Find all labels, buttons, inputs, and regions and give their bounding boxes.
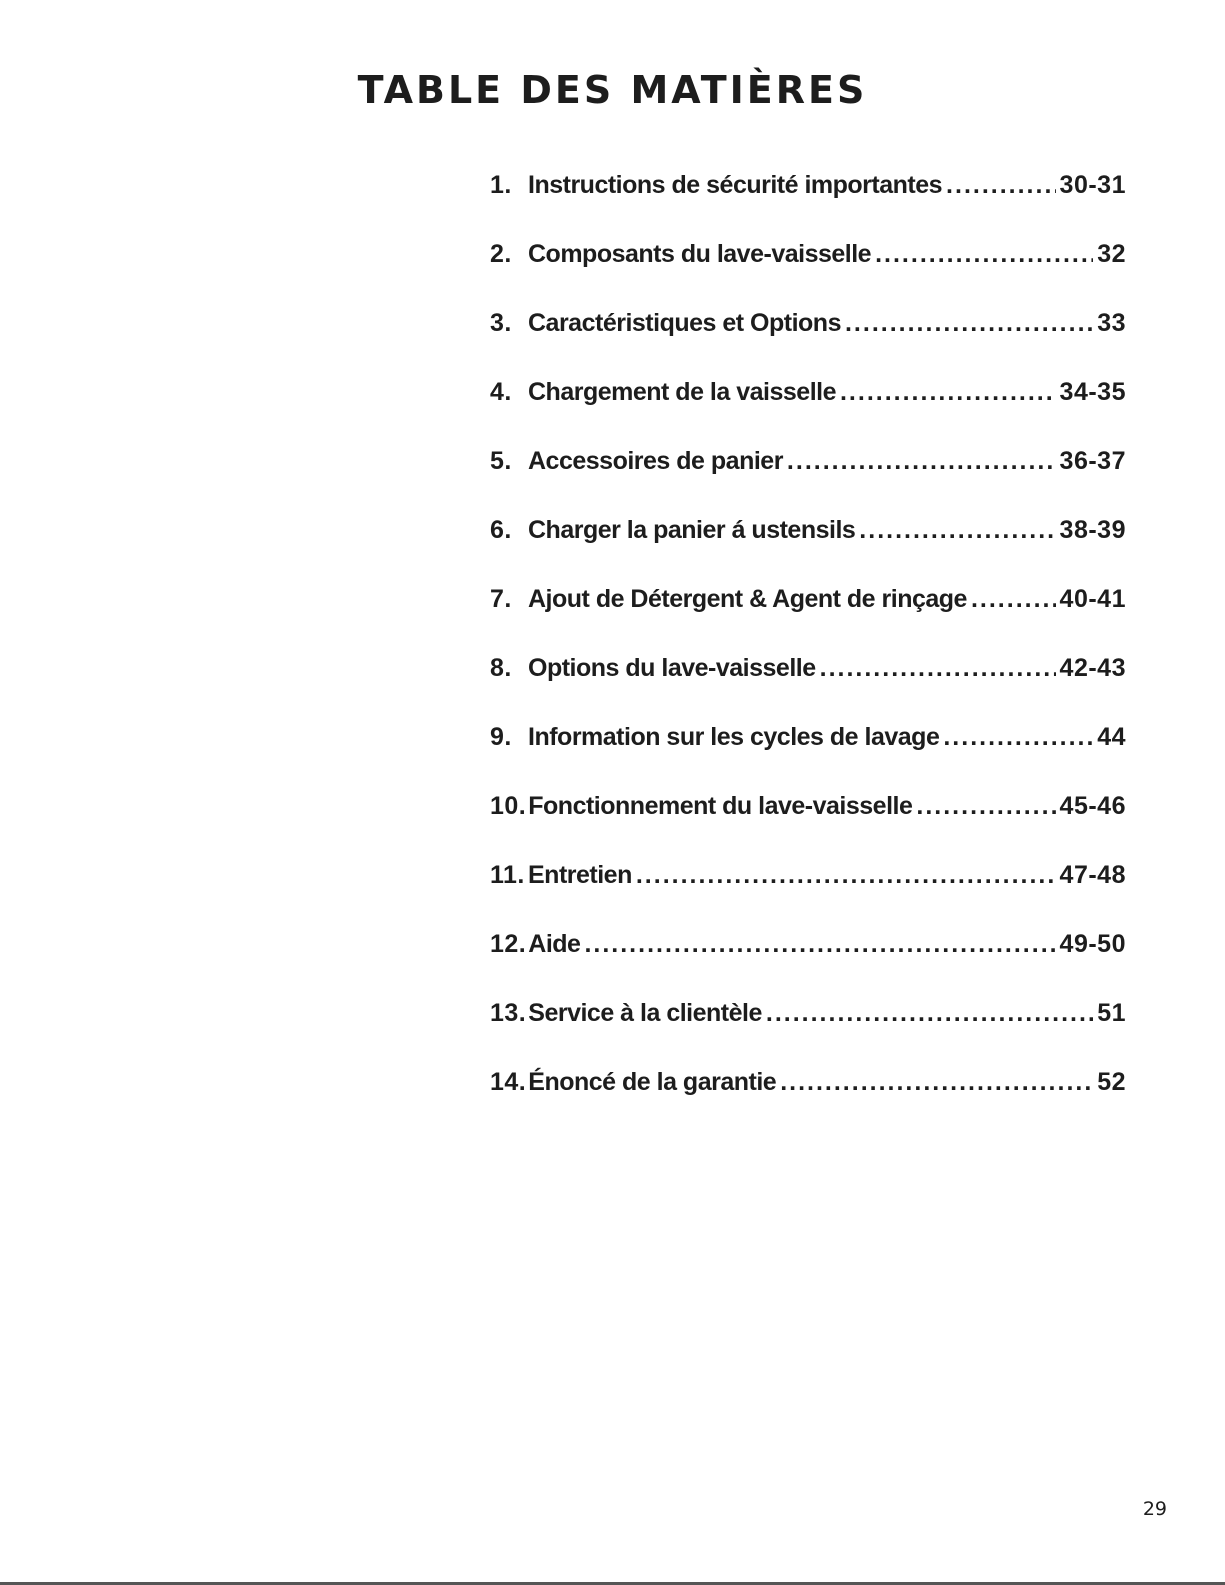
toc-entry-label: Information sur les cycles de lavage	[528, 723, 940, 751]
toc-dot-leader	[971, 582, 1056, 616]
toc-entry-number: 2.	[490, 240, 512, 268]
toc-dot-leader	[820, 651, 1056, 685]
toc-dot-leader	[780, 1065, 1093, 1099]
toc-entry-label: Composants du lave-vaisselle	[528, 240, 872, 268]
toc-entry[interactable]	[490, 375, 1126, 444]
toc-entry-number: 11.	[490, 861, 525, 889]
toc-entry-label: Service à la clientèle	[528, 999, 762, 1027]
toc-dot-leader	[840, 375, 1056, 409]
toc-dot-leader	[943, 720, 1093, 754]
toc-dot-leader	[787, 444, 1056, 478]
table-of-contents	[490, 168, 1126, 1134]
toc-entry-number: 13.	[490, 999, 527, 1027]
toc-entry[interactable]	[490, 306, 1126, 375]
toc-entry-label: Fonctionnement du lave-vaisselle	[528, 792, 913, 820]
toc-entry-number: 10.	[490, 792, 527, 820]
toc-entry[interactable]	[490, 720, 1126, 789]
toc-dot-leader	[859, 513, 1055, 547]
toc-entry[interactable]	[490, 1065, 1126, 1134]
toc-entry[interactable]	[490, 168, 1126, 237]
toc-entry-number: 7.	[490, 585, 512, 613]
toc-dot-leader	[875, 237, 1093, 271]
toc-entry[interactable]	[490, 582, 1126, 651]
toc-dot-leader	[845, 306, 1093, 340]
toc-entry-number: 3.	[490, 309, 512, 337]
toc-entry-pages: 44	[1097, 723, 1126, 751]
toc-entry-label: Chargement de la vaisselle	[528, 378, 836, 406]
toc-entry[interactable]	[490, 237, 1126, 306]
toc-entry-label: Ajout de Détergent & Agent de rinçage	[528, 585, 967, 613]
toc-entry[interactable]	[490, 513, 1126, 582]
toc-entry-pages: 30-31	[1059, 171, 1126, 199]
page-number: 29	[1142, 1498, 1167, 1520]
toc-entry-number: 4.	[490, 378, 512, 406]
toc-entry-label: Charger la panier á ustensils	[528, 516, 856, 544]
toc-entry[interactable]	[490, 651, 1126, 720]
toc-entry-label: Options du lave-vaisselle	[528, 654, 816, 682]
toc-dot-leader	[766, 996, 1093, 1030]
toc-entry-pages: 47-48	[1059, 861, 1126, 889]
toc-entry-pages: 32	[1097, 240, 1126, 268]
toc-entry-number: 1.	[490, 171, 512, 199]
toc-entry[interactable]	[490, 789, 1126, 858]
toc-entry-pages: 38-39	[1059, 516, 1126, 544]
toc-dot-leader	[636, 858, 1056, 892]
toc-entry-number: 12.	[490, 930, 527, 958]
toc-entry[interactable]	[490, 858, 1126, 927]
toc-entry-label: Énoncé de la garantie	[528, 1068, 777, 1096]
toc-entry-pages: 36-37	[1059, 447, 1126, 475]
page-title: TABLE DES MATIÈRES	[357, 68, 868, 112]
toc-entry-number: 14.	[490, 1068, 527, 1096]
toc-entry-number: 9.	[490, 723, 512, 751]
toc-entry-label: Instructions de sécurité importantes	[528, 171, 943, 199]
toc-dot-leader	[584, 927, 1055, 961]
toc-entry-pages: 49-50	[1059, 930, 1126, 958]
toc-entry-pages: 33	[1097, 309, 1126, 337]
toc-dot-leader	[916, 789, 1055, 823]
toc-entry-label: Caractéristiques et Options	[528, 309, 841, 337]
toc-entry-pages: 42-43	[1059, 654, 1126, 682]
toc-entry-number: 6.	[490, 516, 512, 544]
toc-entry-pages: 45-46	[1059, 792, 1126, 820]
toc-entry-label: Aide	[528, 930, 581, 958]
toc-entry-number: 5.	[490, 447, 512, 475]
toc-entry[interactable]	[490, 927, 1126, 996]
toc-entry-pages: 51	[1097, 999, 1126, 1027]
toc-entry-pages: 52	[1097, 1068, 1126, 1096]
toc-entry-pages: 34-35	[1059, 378, 1126, 406]
toc-entry-number: 8.	[490, 654, 512, 682]
toc-entry-pages: 40-41	[1059, 585, 1126, 613]
toc-entry[interactable]	[490, 444, 1126, 513]
toc-entry-label: Entretien	[528, 861, 632, 889]
toc-entry[interactable]	[490, 996, 1126, 1065]
toc-entry-label: Accessoires de panier	[528, 447, 783, 475]
toc-dot-leader	[946, 168, 1056, 202]
